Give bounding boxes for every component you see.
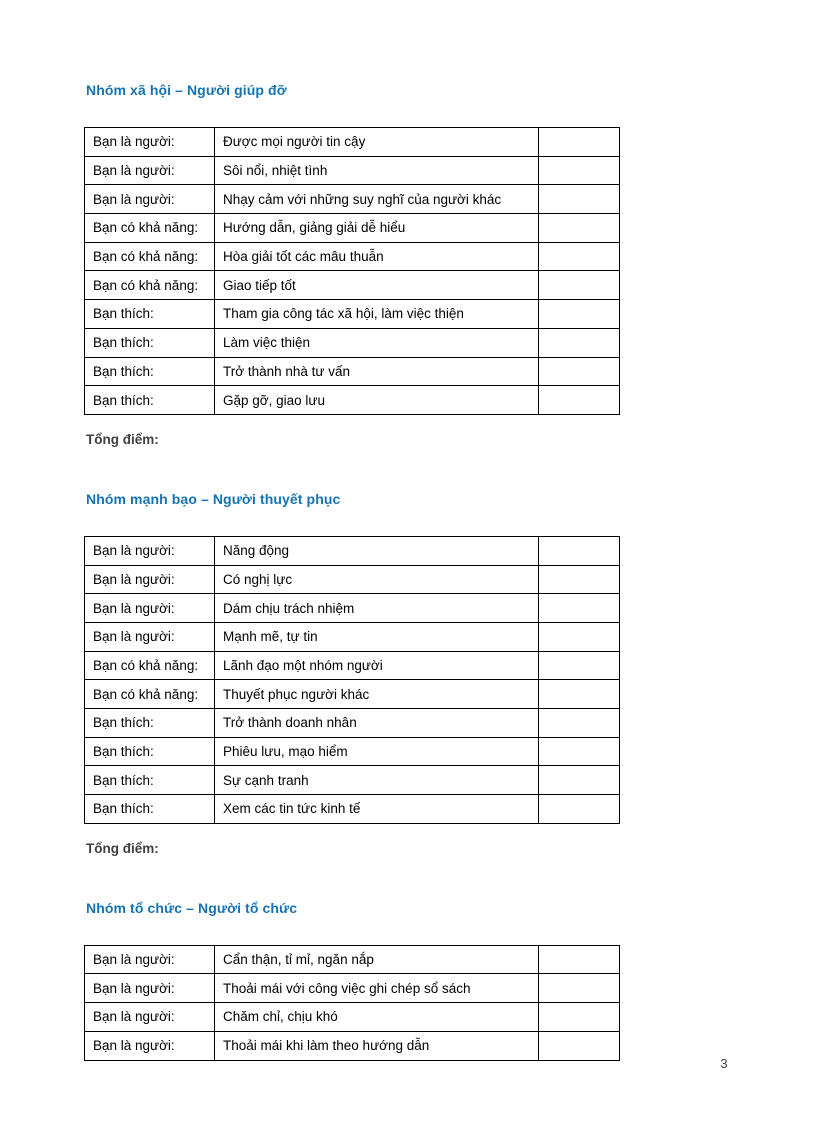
row-description-cell: Giao tiếp tốt — [215, 271, 539, 300]
row-category-cell: Bạn là người: — [85, 1003, 215, 1032]
row-category-cell: Bạn có khả năng: — [85, 214, 215, 243]
table-row — [85, 766, 620, 795]
score-table-body — [85, 128, 620, 415]
score-input-cell[interactable] — [539, 536, 620, 565]
score-input-cell[interactable] — [539, 680, 620, 709]
group-heading: Nhóm tổ chức – Người tổ chức — [86, 899, 298, 916]
score-table-body — [85, 536, 620, 823]
score-input-cell[interactable] — [539, 156, 620, 185]
row-description-cell: Lãnh đạo một nhóm người — [215, 651, 539, 680]
row-description-cell: Gặp gỡ, giao lưu — [215, 386, 539, 415]
row-description-cell: Xem các tin tức kinh tế — [215, 795, 539, 824]
score-input-cell[interactable] — [539, 300, 620, 329]
table-row — [85, 1031, 620, 1060]
score-input-cell[interactable] — [539, 386, 620, 415]
table-row — [85, 128, 620, 157]
score-table — [84, 945, 620, 1061]
score-table-body — [85, 945, 620, 1060]
row-category-cell: Bạn là người: — [85, 945, 215, 974]
score-input-cell[interactable] — [539, 185, 620, 214]
score-input-cell[interactable] — [539, 622, 620, 651]
table-row — [85, 156, 620, 185]
row-category-cell: Bạn thích: — [85, 328, 215, 357]
score-input-cell[interactable] — [539, 357, 620, 386]
table-row — [85, 242, 620, 271]
row-description-cell: Trở thành nhà tư vấn — [215, 357, 539, 386]
row-description-cell: Phiêu lưu, mạo hiểm — [215, 737, 539, 766]
row-description-cell: Cẩn thận, tỉ mỉ, ngăn nắp — [215, 945, 539, 974]
table-row — [85, 185, 620, 214]
row-description-cell: Tham gia công tác xã hội, làm việc thiện — [215, 300, 539, 329]
row-category-cell: Bạn là người: — [85, 536, 215, 565]
score-input-cell[interactable] — [539, 737, 620, 766]
row-description-cell: Có nghị lực — [215, 565, 539, 594]
table-row — [85, 386, 620, 415]
table-row — [85, 974, 620, 1003]
table-row — [85, 1003, 620, 1032]
table-row — [85, 709, 620, 738]
row-description-cell: Làm việc thiện — [215, 328, 539, 357]
row-description-cell: Chăm chỉ, chịu khó — [215, 1003, 539, 1032]
row-category-cell: Bạn là người: — [85, 974, 215, 1003]
row-category-cell: Bạn là người: — [85, 594, 215, 623]
group-heading: Nhóm xã hội – Người giúp đỡ — [86, 82, 287, 98]
row-category-cell: Bạn là người: — [85, 1031, 215, 1060]
row-description-cell: Trở thành doanh nhân — [215, 709, 539, 738]
score-input-cell[interactable] — [539, 1003, 620, 1032]
row-category-cell: Bạn thích: — [85, 737, 215, 766]
row-description-cell: Sôi nổi, nhiệt tình — [215, 156, 539, 185]
group-section-2 — [84, 492, 732, 856]
score-input-cell[interactable] — [539, 328, 620, 357]
table-row — [85, 680, 620, 709]
score-input-cell[interactable] — [539, 974, 620, 1003]
group-section-3 — [84, 901, 732, 1061]
row-category-cell: Bạn thích: — [85, 766, 215, 795]
table-row — [85, 214, 620, 243]
row-description-cell: Thuyết phục người khác — [215, 680, 539, 709]
row-description-cell: Năng động — [215, 536, 539, 565]
row-description-cell: Thoải mái với công việc ghi chép sổ sách — [215, 974, 539, 1003]
total-score-label: Tổng điểm: — [86, 431, 159, 447]
row-category-cell: Bạn thích: — [85, 386, 215, 415]
score-input-cell[interactable] — [539, 594, 620, 623]
row-category-cell: Bạn là người: — [85, 128, 215, 157]
score-input-cell[interactable] — [539, 565, 620, 594]
score-input-cell[interactable] — [539, 651, 620, 680]
score-input-cell[interactable] — [539, 766, 620, 795]
row-description-cell: Hướng dẫn, giảng giải dễ hiểu — [215, 214, 539, 243]
table-row — [85, 536, 620, 565]
table-row — [85, 737, 620, 766]
group-heading: Nhóm mạnh bạo – Người thuyết phục — [86, 490, 341, 507]
score-input-cell[interactable] — [539, 242, 620, 271]
score-table — [84, 127, 620, 415]
table-row — [85, 357, 620, 386]
row-description-cell: Được mọi người tin cậy — [215, 128, 539, 157]
table-row — [85, 271, 620, 300]
row-description-cell: Dám chịu trách nhiệm — [215, 594, 539, 623]
row-category-cell: Bạn thích: — [85, 709, 215, 738]
row-description-cell: Sự cạnh tranh — [215, 766, 539, 795]
row-category-cell: Bạn có khả năng: — [85, 680, 215, 709]
sections-container — [84, 83, 732, 1061]
row-category-cell: Bạn có khả năng: — [85, 242, 215, 271]
table-row — [85, 651, 620, 680]
group-section-1 — [84, 83, 732, 447]
total-score-label: Tổng điểm: — [86, 840, 159, 856]
row-category-cell: Bạn là người: — [85, 622, 215, 651]
score-input-cell[interactable] — [539, 795, 620, 824]
row-description-cell: Nhạy cảm với những suy nghĩ của người khác — [215, 185, 539, 214]
row-category-cell: Bạn là người: — [85, 565, 215, 594]
row-category-cell: Bạn thích: — [85, 300, 215, 329]
table-row — [85, 300, 620, 329]
table-row — [85, 795, 620, 824]
row-category-cell: Bạn thích: — [85, 795, 215, 824]
score-input-cell[interactable] — [539, 1031, 620, 1060]
row-description-cell: Hòa giải tốt các mâu thuẫn — [215, 242, 539, 271]
score-input-cell[interactable] — [539, 128, 620, 157]
table-row — [85, 594, 620, 623]
score-table — [84, 536, 620, 824]
page-number: 3 — [720, 1056, 728, 1071]
table-row — [85, 328, 620, 357]
row-description-cell: Thoải mái khi làm theo hướng dẫn — [215, 1031, 539, 1060]
row-category-cell: Bạn thích: — [85, 357, 215, 386]
row-description-cell: Mạnh mẽ, tự tin — [215, 622, 539, 651]
table-row — [85, 945, 620, 974]
table-row — [85, 622, 620, 651]
score-input-cell[interactable] — [539, 214, 620, 243]
row-category-cell: Bạn có khả năng: — [85, 271, 215, 300]
row-category-cell: Bạn là người: — [85, 156, 215, 185]
score-input-cell[interactable] — [539, 271, 620, 300]
score-input-cell[interactable] — [539, 945, 620, 974]
score-input-cell[interactable] — [539, 709, 620, 738]
row-category-cell: Bạn là người: — [85, 185, 215, 214]
table-row — [85, 565, 620, 594]
row-category-cell: Bạn có khả năng: — [85, 651, 215, 680]
